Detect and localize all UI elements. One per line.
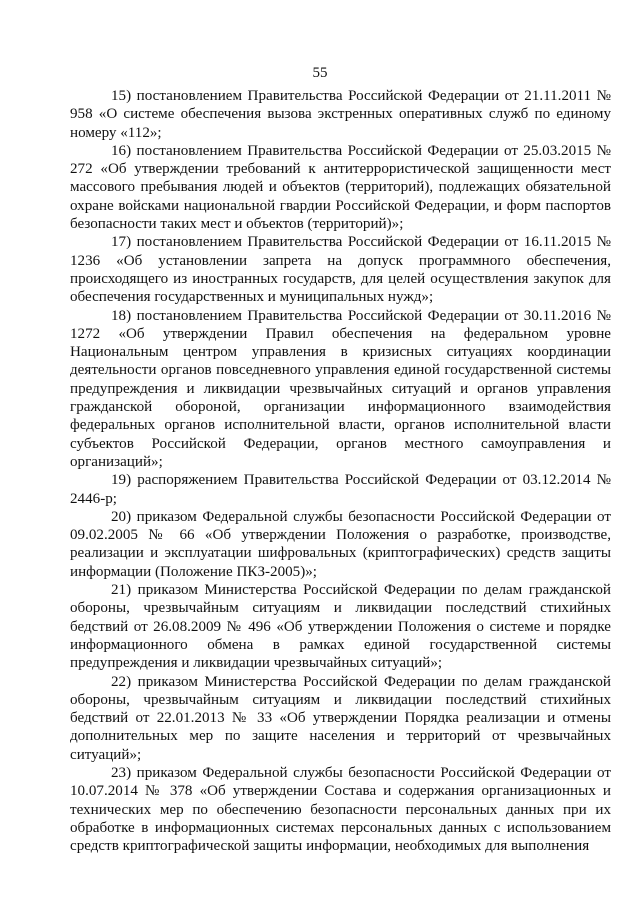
list-item-22: 22) приказом Министерства Российской Федерации по делам гражданской обороны, чрезвычайным ситуациям и ликвидации последствий стихийных бедствий от 22.01.2013 № 33 «Об утверждении Порядка реализации и отмены дополнительных мер по защите населения и территорий от чрезвычайных ситуаций»; — [70, 673, 611, 763]
list-item-18: 18) постановлением Правительства Российской Федерации от 30.11.2016 № 1272 «Об утверждении Правил обеспечения на федеральном уровне Национальным центром управления в кризисных ситуациях координации деятельности органов повседневного управления единой государственной системы предупреждения и ликвидации чрезвычайных ситуаций и органов управления гражданской обороной, организации информационного взаимодействия федеральных органов исполнительной власти, органов исполнительной власти субъектов Российской Федерации, органов местного самоуправления и организаций»; — [70, 307, 611, 470]
list-item-21: 21) приказом Министерства Российской Федерации по делам гражданской обороны, чрезвычайным ситуациям и ликвидации последствий стихийных бедствий от 26.08.2009 № 496 «Об утверждении Положения о системе и порядке информационного обмена в рамках единой государственной системы предупреждения и ликвидации чрезвычайных ситуаций»; — [70, 582, 611, 672]
list-item-15: 15) постановлением Правительства Российской Федерации от 21.11.2011 № 958 «О системе обеспечения вызова экстренных оперативных служб по единому номеру «112»; — [70, 88, 611, 141]
list-item-20: 20) приказом Федеральной службы безопасности Российской Федерации от 09.02.2005 № 66 «Об утверждении Положения о разработке, производстве, реализации и эксплуатации шифровальных (криптографических) средств защиты информации (Положение ПКЗ-2005)»; — [70, 508, 611, 580]
list-item-16: 16) постановлением Правительства Российской Федерации от 25.03.2015 № 272 «Об утверждении требований к антитеррористической защищенности мест массового пребывания людей и объектов (территорий), подлежащих обязательной охране войсками национальной гвардии Российской Федерации, и форм паспортов безопасности таких мест и объектов (территорий)»; — [70, 142, 611, 233]
list-item-23: 23) приказом Федеральной службы безопасности Российской Федерации от 10.07.2014 № 378 «Об утверждении Состава и содержания организационных и технических мер по обеспечению безопасности персональных данных при их обработке в информационных системах персональных данных с использованием средств криптографической защиты информации, необходимых для выполнения — [70, 764, 611, 855]
list-item-19: 19) распоряжением Правительства Российской Федерации от 03.12.2014 № 2446-р; — [70, 472, 611, 507]
page-number: 55 — [312, 65, 328, 81]
document-body — [70, 87, 611, 855]
list-item-17: 17) постановлением Правительства Российской Федерации от 16.11.2015 № 1236 «Об установлении запрета на допуск программного обеспечения, происходящего из иностранных государств, для целей осуществления закупок для обеспечения государственных и муниципальных нужд»; — [70, 234, 611, 306]
